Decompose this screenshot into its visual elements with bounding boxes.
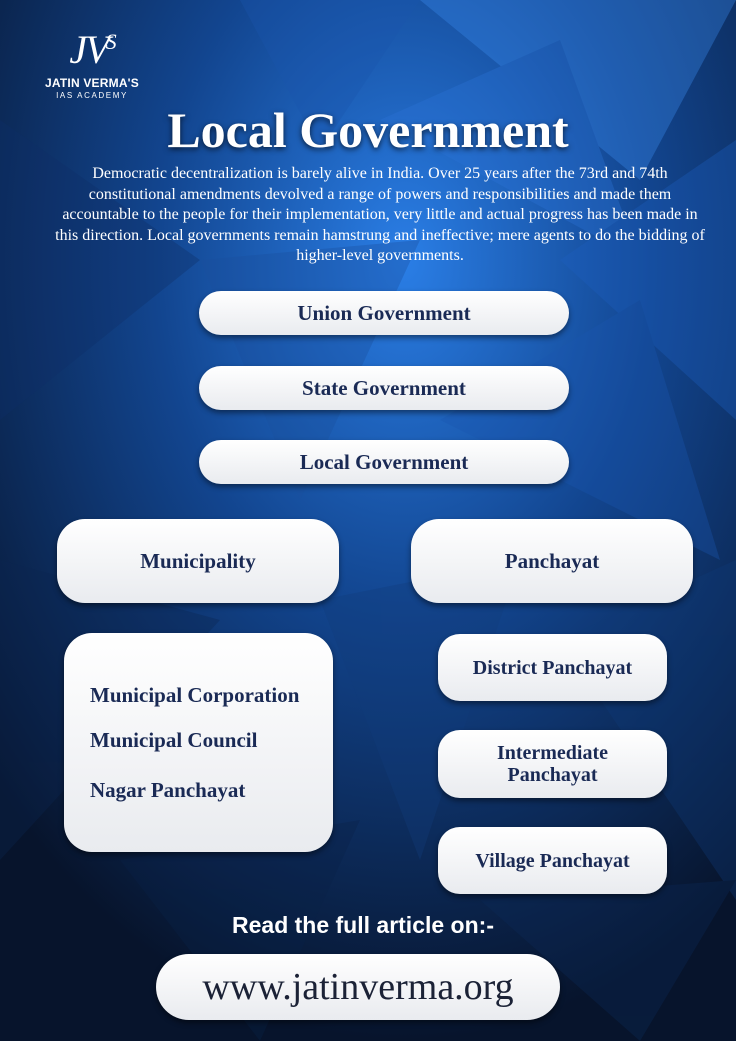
level-state-government: State Government (199, 366, 569, 410)
intro-paragraph: Democratic decentralization is barely alive in India. Over 25 years after the 73rd and 74th constitutional amendments devolved a range of powers and responsibilities and made them accountable to the people for their implementation, very little and actual progress has been made in this direction. Local governments remain hamstrung and ineffective; mere agents to do the bidding of higher-level governments. (55, 165, 705, 264)
intermediate-panchayat: Intermediate Panchayat (438, 730, 667, 798)
level-union-government: Union Government (199, 291, 569, 335)
read-more-label: Read the full article on:- (232, 912, 494, 938)
academy-logo (34, 20, 150, 100)
level-local-government: Local Government (199, 440, 569, 484)
municipal-council: Municipal Council (90, 728, 258, 752)
nagar-panchayat: Nagar Panchayat (90, 778, 246, 802)
logo-name: JATIN VERMA'S (45, 76, 139, 90)
district-panchayat: District Panchayat (438, 634, 667, 701)
village-panchayat: Village Panchayat (438, 827, 667, 894)
branch-panchayat: Panchayat (411, 519, 693, 603)
municipality-types-box (64, 633, 333, 852)
website-link[interactable]: www.jatinverma.org (156, 954, 560, 1020)
page-title: Local Government (167, 102, 569, 158)
municipal-corporation: Municipal Corporation (90, 683, 300, 707)
logo-monogram: $JV^S$ (69, 27, 115, 72)
branch-municipality: Municipality (57, 519, 339, 603)
logo-subtitle: IAS ACADEMY (56, 91, 128, 100)
